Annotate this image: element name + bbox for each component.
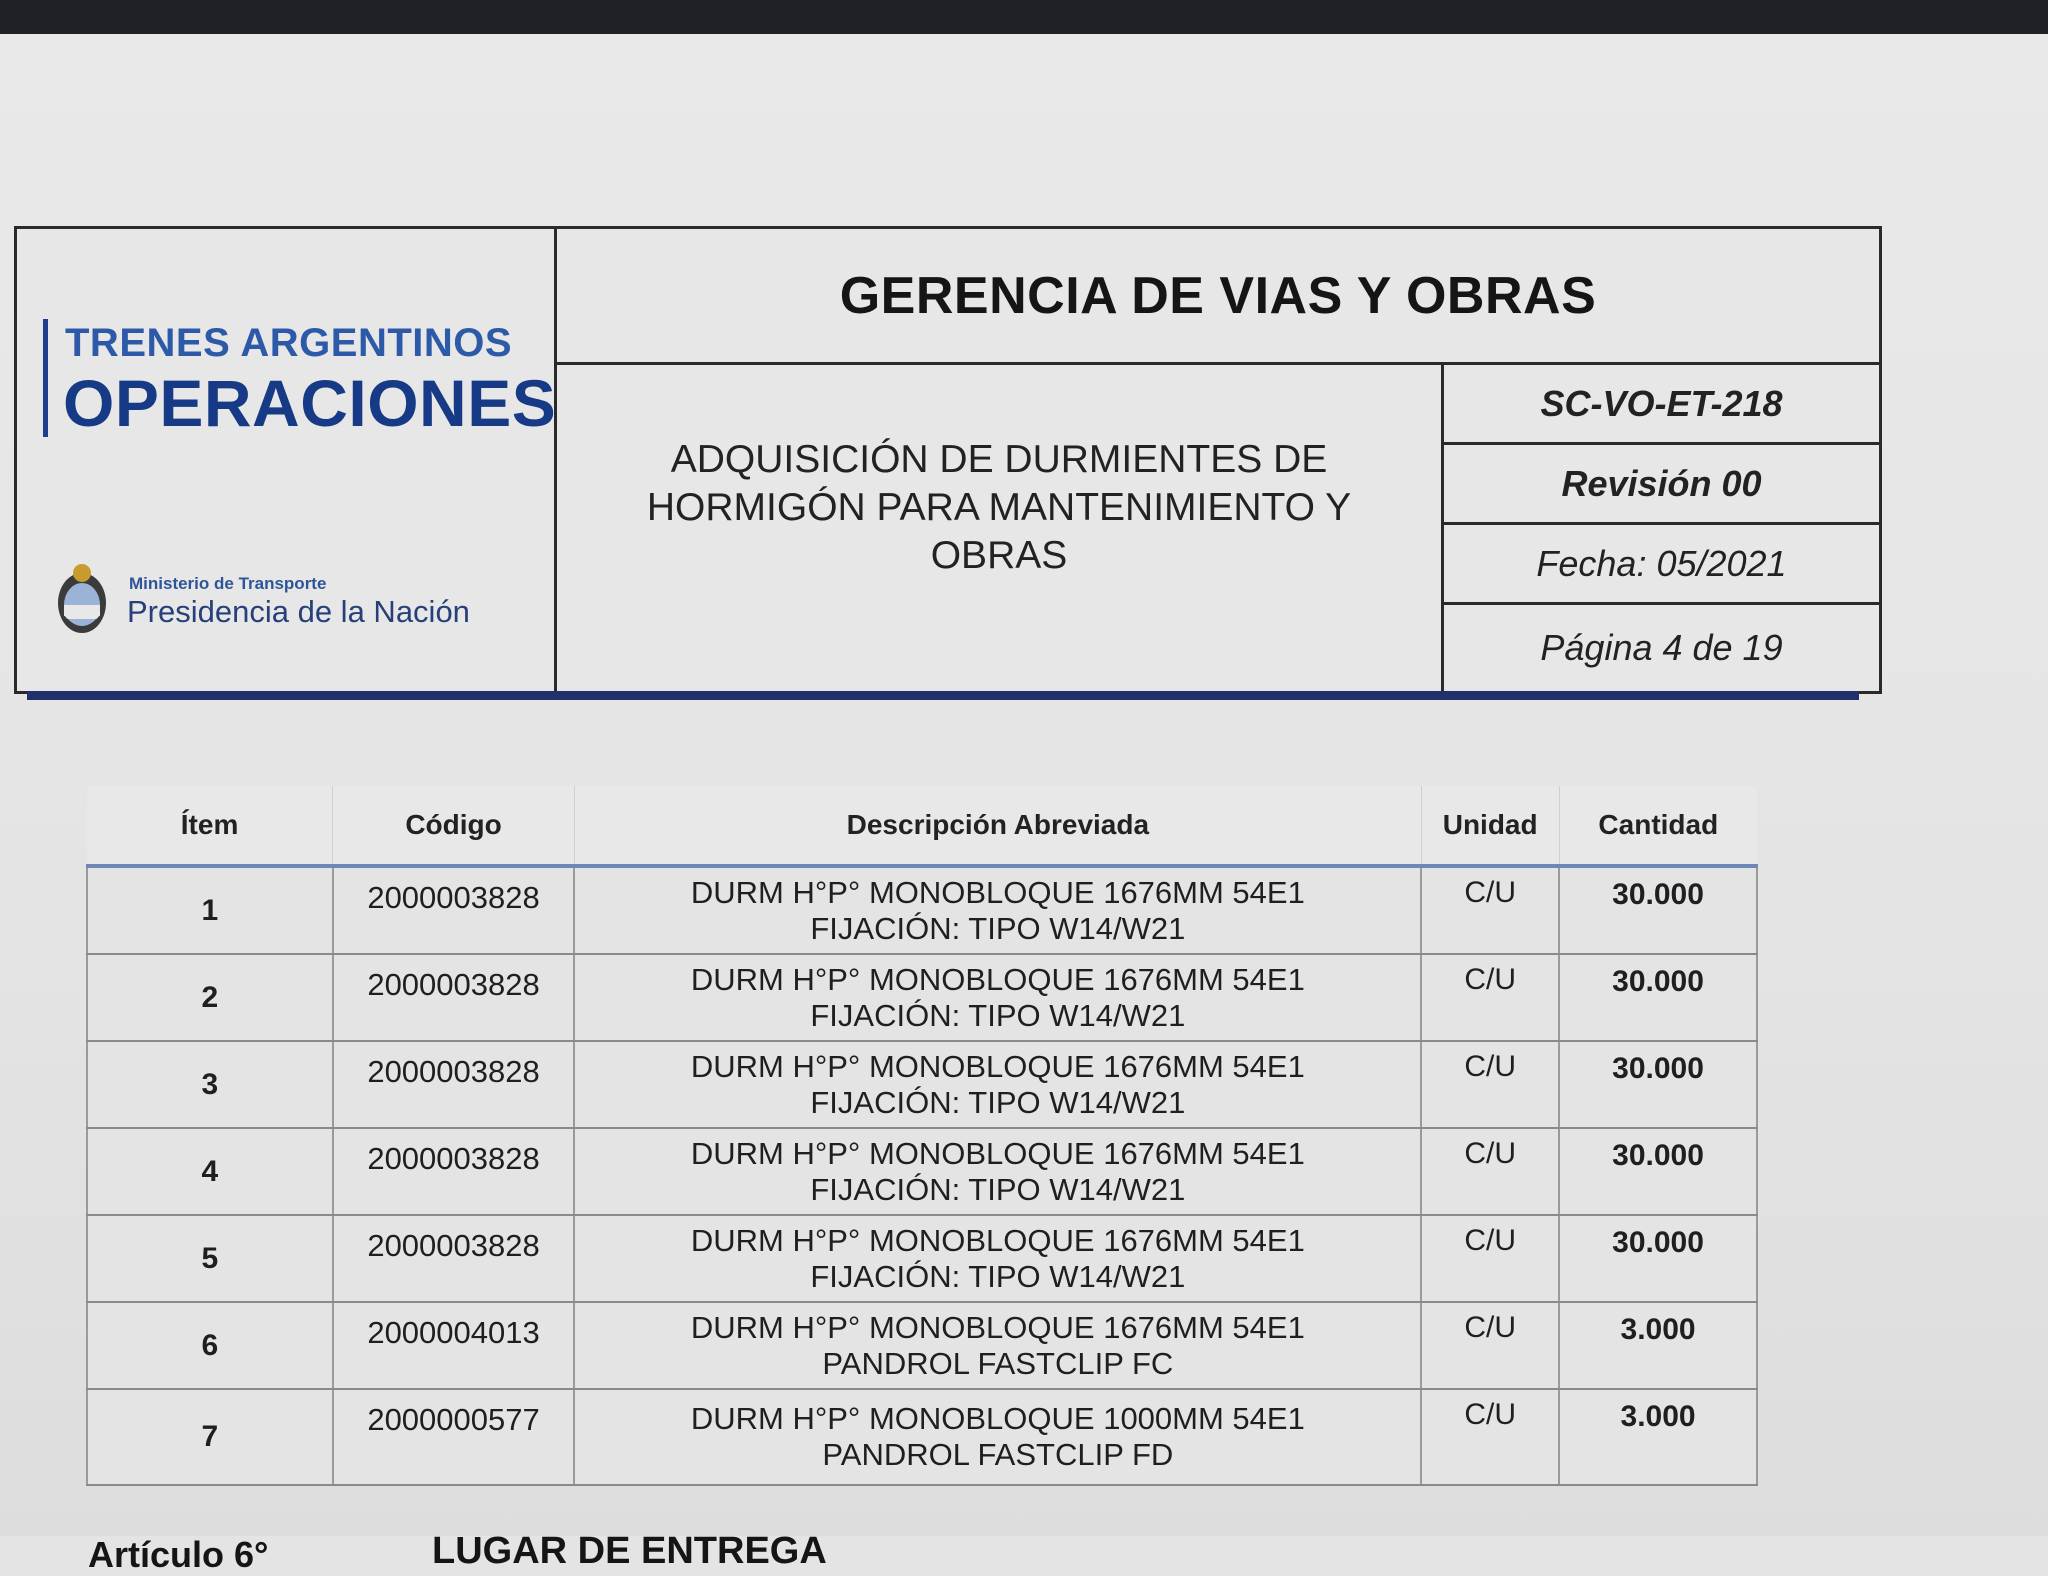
item-number: 6: [87, 1302, 333, 1389]
item-number: 5: [87, 1215, 333, 1302]
item-code: 2000003828: [333, 954, 575, 1041]
items-table: [86, 786, 1758, 1486]
item-description: [574, 1215, 1421, 1302]
column-header-description: Descripción Abreviada: [574, 786, 1421, 866]
description-line-2: FIJACIÓN: TIPO W14/W21: [810, 910, 1186, 946]
item-unit: C/U: [1421, 866, 1559, 954]
column-header-item: Ítem: [87, 786, 333, 866]
item-code: 2000003828: [333, 1128, 575, 1215]
article-label: Artículo 6°: [88, 1534, 269, 1575]
ministry-label: Ministerio de Transporte: [129, 574, 327, 593]
table-row: [87, 1128, 1757, 1215]
item-quantity: 3.000: [1559, 1302, 1757, 1389]
table-row: [87, 1215, 1757, 1302]
item-description: [574, 1041, 1421, 1128]
table-row: [87, 1041, 1757, 1128]
item-description: [574, 866, 1421, 954]
description-line-1: DURM H°P° MONOBLOQUE 1676MM 54E1: [690, 874, 1305, 910]
document-meta-cell: [1444, 365, 1879, 691]
description-line-1: DURM H°P° MONOBLOQUE 1676MM 54E1: [690, 1222, 1305, 1258]
item-code: 2000004013: [333, 1302, 575, 1389]
item-code: 2000003828: [333, 1041, 575, 1128]
description-line-2: PANDROL FASTCLIP FC: [822, 1345, 1174, 1381]
argentina-coat-of-arms-icon: [53, 559, 111, 637]
page-number: Página 4 de 19: [1540, 627, 1783, 668]
table-row: [87, 954, 1757, 1041]
description-line-2: FIJACIÓN: TIPO W14/W21: [810, 1084, 1186, 1120]
item-description: [574, 1389, 1421, 1485]
item-unit: C/U: [1421, 1041, 1559, 1128]
item-number: 2: [87, 954, 333, 1041]
document-page: [0, 34, 2048, 1575]
description-line-1: DURM H°P° MONOBLOQUE 1000MM 54E1: [690, 1401, 1305, 1436]
monitor-bezel: [0, 0, 2048, 38]
description-line-1: DURM H°P° MONOBLOQUE 1676MM 54E1: [690, 1135, 1305, 1171]
item-quantity: 30.000: [1559, 866, 1757, 954]
item-number: 7: [87, 1389, 333, 1485]
department-title-cell: [557, 229, 1879, 365]
item-number: 3: [87, 1041, 333, 1128]
column-header-code: Código: [333, 786, 575, 866]
item-description: [574, 1302, 1421, 1389]
table-row: [87, 1302, 1757, 1389]
item-code: 2000003828: [333, 866, 575, 954]
description-line: HORMIGÓN PARA MANTENIMIENTO Y: [646, 486, 1352, 529]
description-line-1: DURM H°P° MONOBLOQUE 1676MM 54E1: [690, 1309, 1305, 1345]
item-unit: C/U: [1421, 1215, 1559, 1302]
column-header-unit: Unidad: [1421, 786, 1559, 866]
item-quantity: 30.000: [1559, 954, 1757, 1041]
item-quantity: 3.000: [1559, 1389, 1757, 1485]
item-unit: C/U: [1421, 1128, 1559, 1215]
document-date: Fecha: 05/2021: [1444, 525, 1879, 605]
item-quantity: 30.000: [1559, 1215, 1757, 1302]
description-line-2: FIJACIÓN: TIPO W14/W21: [810, 1258, 1186, 1294]
table-row: [87, 1389, 1757, 1485]
description-line-1: DURM H°P° MONOBLOQUE 1676MM 54E1: [690, 1048, 1305, 1084]
document-header: [14, 226, 1882, 694]
document-description-cell: [557, 365, 1444, 691]
table-row: [87, 866, 1757, 954]
description-line: ADQUISICIÓN DE DURMIENTES DE: [670, 438, 1328, 481]
description-line-2: FIJACIÓN: TIPO W14/W21: [810, 1171, 1186, 1207]
revision: Revisión 00: [1444, 445, 1879, 525]
article-title: LUGAR DE ENTREGA: [432, 1530, 827, 1572]
presidencia-label: Presidencia de la Nación: [127, 594, 470, 629]
item-code: 2000003828: [333, 1215, 575, 1302]
description-line-2: PANDROL FASTCLIP FD: [822, 1437, 1174, 1472]
description-line-2: FIJACIÓN: TIPO W14/W21: [810, 997, 1186, 1033]
doc-code: SC-VO-ET-218: [1444, 365, 1879, 445]
logo-cell: [17, 229, 557, 691]
org-name-line2: OPERACIONES: [63, 366, 557, 440]
item-quantity: 30.000: [1559, 1041, 1757, 1128]
item-number: 4: [87, 1128, 333, 1215]
org-name-line1: TRENES ARGENTINOS: [65, 321, 513, 365]
description-line: OBRAS: [930, 534, 1068, 577]
item-quantity: 30.000: [1559, 1128, 1757, 1215]
item-code: 2000000577: [333, 1389, 575, 1485]
department-title: GERENCIA DE VIAS Y OBRAS: [839, 266, 1597, 325]
item-number: 1: [87, 866, 333, 954]
header-bottom-rule: [27, 691, 1859, 700]
item-unit: C/U: [1421, 954, 1559, 1041]
logo-accent-bar: [43, 319, 48, 437]
description-line-1: DURM H°P° MONOBLOQUE 1676MM 54E1: [690, 961, 1305, 997]
item-description: [574, 1128, 1421, 1215]
column-header-quantity: Cantidad: [1559, 786, 1757, 866]
item-unit: C/U: [1421, 1302, 1559, 1389]
item-description: [574, 954, 1421, 1041]
item-unit: C/U: [1421, 1389, 1559, 1485]
table-header-row: [87, 786, 1757, 866]
